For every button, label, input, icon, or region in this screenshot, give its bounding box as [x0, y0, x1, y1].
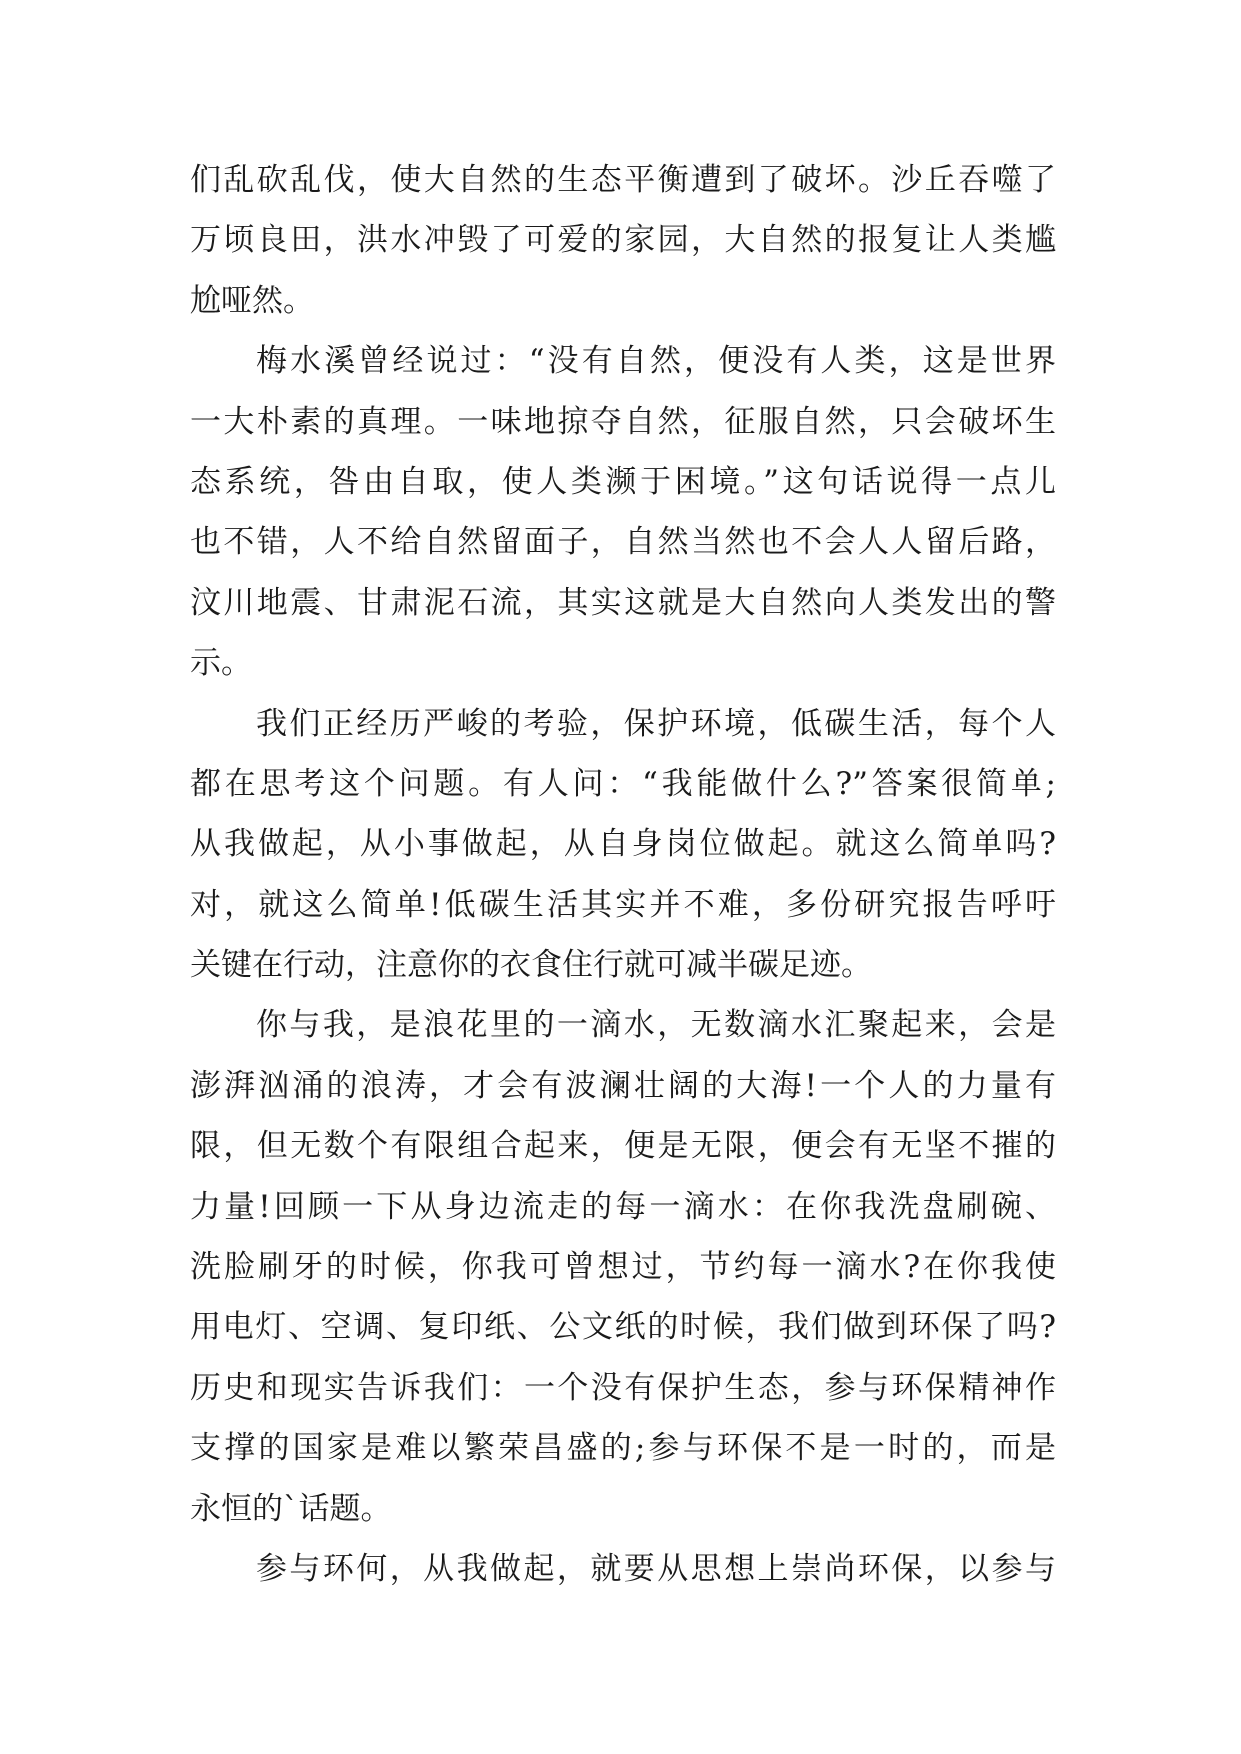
text-line: 支撑的国家是难以繁荣昌盛的;参与环保不是一时的，而是 [190, 1430, 1056, 1467]
text-line: 都在思考这个问题。有人问：“我能做什么?”答案很简单; [190, 765, 1056, 802]
text-line: 一大朴素的真理。一味地掠夺自然，征服自然，只会破坏生 [190, 403, 1056, 440]
text-line: 澎湃汹涌的浪涛，才会有波澜壮阔的大海!一个人的力量有 [190, 1067, 1056, 1104]
text-line: 们乱砍乱伐，使大自然的生态平衡遭到了破坏。沙丘吞噬了 [190, 162, 1056, 198]
text-line: 汶川地震、甘肃泥石流，其实这就是大自然向人类发出的警 [190, 584, 1056, 621]
text-line: 历史和现实告诉我们：一个没有保护生态，参与环保精神作 [190, 1369, 1056, 1406]
text-line: 用电灯、空调、复印纸、公文纸的时候，我们做到环保了吗? [190, 1309, 1056, 1346]
document-body [190, 150, 1056, 1599]
text-line: 万顷良田，洪水冲毁了可爱的家园，大自然的报复让人类尴 [190, 222, 1056, 259]
text-line: 力量!回顾一下从身边流走的每一滴水：在你我洗盘刷碗、 [190, 1188, 1056, 1225]
text-line: 永恒的`话题。 [190, 1490, 392, 1527]
paragraph [190, 694, 1056, 996]
text-line: 梅水溪曾经说过：“没有自然，便没有人类，这是世界 [256, 343, 1056, 380]
paragraph [190, 150, 1056, 331]
text-line: 参与环何，从我做起，就要从思想上崇尚环保，以参与 [256, 1550, 1056, 1587]
text-line: 关键在行动，注意你的衣食住行就可减半碳足迹。 [190, 947, 872, 984]
paragraph [190, 1539, 1056, 1599]
text-line: 示。 [190, 645, 252, 682]
text-line: 我们正经历严峻的考验，保护环境，低碳生活，每个人 [256, 705, 1056, 742]
document-page [190, 150, 1056, 1599]
text-line: 态系统，咎由自取，使人类濒于困境。”这句话说得一点儿 [190, 463, 1056, 500]
text-line: 尬哑然。 [190, 282, 314, 319]
text-line: 你与我，是浪花里的一滴水，无数滴水汇聚起来，会是 [256, 1007, 1056, 1044]
paragraph [190, 995, 1056, 1539]
text-line: 也不错，人不给自然留面子，自然当然也不会人人留后路， [190, 524, 1056, 561]
paragraph [190, 331, 1056, 693]
text-line: 从我做起，从小事做起，从自身岗位做起。就这么简单吗? [190, 826, 1056, 863]
text-line: 对，就这么简单!低碳生活其实并不难，多份研究报告呼吁 [190, 886, 1056, 923]
text-line: 洗脸刷牙的时候，你我可曾想过，节约每一滴水?在你我使 [190, 1249, 1056, 1286]
text-line: 限，但无数个有限组合起来，便是无限，便会有无坚不摧的 [190, 1128, 1056, 1165]
